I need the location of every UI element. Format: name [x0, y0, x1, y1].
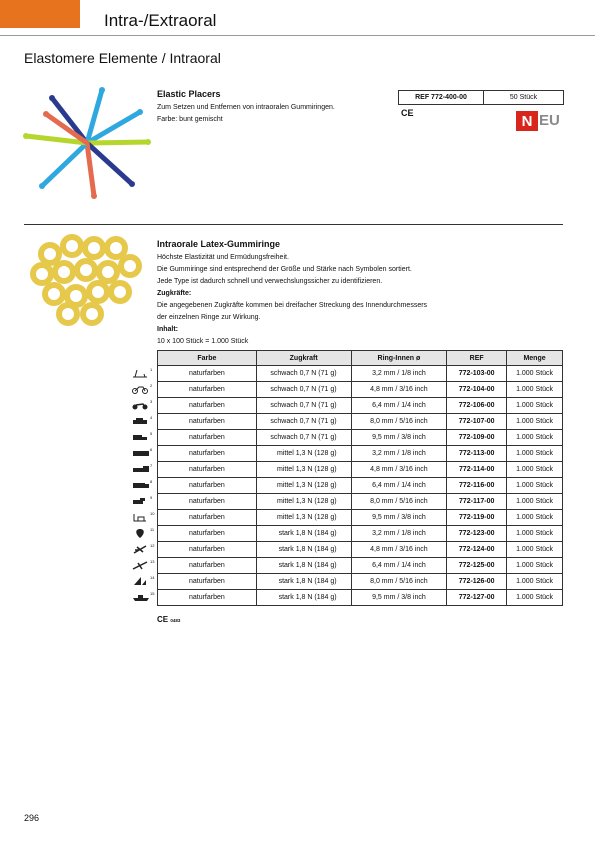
- quantity-cell: 1.000 Stück: [507, 398, 563, 414]
- ring-table: [157, 350, 563, 606]
- ring-symbol-icon: [128, 446, 156, 462]
- table-row: [158, 382, 563, 398]
- ce-mark-icon: CE: [401, 108, 414, 118]
- force-cell: mittel 1,3 N (128 g): [256, 494, 351, 510]
- force-cell: stark 1,8 N (184 g): [256, 574, 351, 590]
- symbol-column: [128, 366, 156, 606]
- color-cell: naturfarben: [158, 414, 257, 430]
- symbol-number: 5: [150, 431, 153, 436]
- column-header: Zugkraft: [256, 351, 351, 366]
- ref-cell: 772-116-00: [447, 478, 507, 494]
- symbol-number: 14: [150, 575, 155, 580]
- ring-symbol-icon: [128, 430, 156, 446]
- description-line: Die angegebenen Zugkräfte kommen bei dreifacher Streckung des Innendurchmessers: [157, 302, 428, 309]
- ring-symbol-icon: [128, 574, 156, 590]
- ref-cell: 772-124-00: [447, 542, 507, 558]
- ref-box: [398, 90, 564, 105]
- color-cell: naturfarben: [158, 542, 257, 558]
- ring-symbol-icon: [128, 366, 156, 382]
- ring-symbol-icon: [128, 510, 156, 526]
- quantity-cell: 1.000 Stück: [507, 382, 563, 398]
- ref-cell: 772-114-00: [447, 462, 507, 478]
- column-header: Farbe: [158, 351, 257, 366]
- quantity-cell: 1.000 Stück: [507, 446, 563, 462]
- color-cell: naturfarben: [158, 510, 257, 526]
- ring-symbol-icon: [128, 526, 156, 542]
- quantity-cell: 1.000 Stück: [507, 574, 563, 590]
- symbol-number: 1: [150, 367, 153, 372]
- description-line: Höchste Elastizität und Ermüdungsfreiheit.: [157, 254, 289, 261]
- color-cell: naturfarben: [158, 478, 257, 494]
- diameter-cell: 8,0 mm / 5/16 inch: [351, 494, 447, 510]
- symbol-number: 3: [150, 399, 153, 404]
- ring-symbol-icon: [128, 494, 156, 510]
- symbol-number: 8: [150, 479, 153, 484]
- color-line: Farbe: bunt gemischt: [157, 116, 223, 123]
- product-description: [157, 252, 557, 348]
- ref-quantity: 50 Stück: [509, 94, 538, 101]
- column-header: REF: [447, 351, 507, 366]
- diameter-cell: 6,4 mm / 1/4 inch: [351, 558, 447, 574]
- diameter-cell: 3,2 mm / 1/8 inch: [351, 526, 447, 542]
- description-line: Jede Type ist dadurch schnell und verwechslungssicher zu identifizieren.: [157, 278, 383, 285]
- diameter-cell: 3,2 mm / 1/8 inch: [351, 366, 447, 382]
- ref-cell: 772-106-00: [447, 398, 507, 414]
- force-cell: stark 1,8 N (184 g): [256, 542, 351, 558]
- ref-cell: 772-109-00: [447, 430, 507, 446]
- diameter-cell: 9,5 mm / 3/8 inch: [351, 590, 447, 606]
- ref-cell: 772-127-00: [447, 590, 507, 606]
- symbol-number: 2: [150, 383, 153, 388]
- header-divider: [0, 35, 595, 36]
- section-divider: [24, 224, 563, 225]
- table-row: [158, 542, 563, 558]
- color-cell: naturfarben: [158, 446, 257, 462]
- ce-certification-icon: [157, 615, 180, 624]
- section-title: Elastomere Elemente / Intraoral: [24, 50, 221, 66]
- ce-number: 0483: [170, 618, 181, 623]
- ring-symbol-icon: [128, 398, 156, 414]
- quantity-cell: 1.000 Stück: [507, 366, 563, 382]
- ref-cell: 772-123-00: [447, 526, 507, 542]
- diameter-cell: 4,8 mm / 3/16 inch: [351, 462, 447, 478]
- force-cell: stark 1,8 N (184 g): [256, 526, 351, 542]
- ref-cell: 772-103-00: [447, 366, 507, 382]
- product-title: Intraorale Latex-Gummiringe: [157, 239, 281, 249]
- ref-cell: 772-119-00: [447, 510, 507, 526]
- quantity-cell: 1.000 Stück: [507, 414, 563, 430]
- symbol-number: 13: [150, 559, 155, 564]
- table-row: [158, 526, 563, 542]
- quantity-cell: 1.000 Stück: [507, 494, 563, 510]
- symbol-number: 12: [150, 543, 155, 548]
- ref-cell: 772-113-00: [447, 446, 507, 462]
- color-cell: naturfarben: [158, 366, 257, 382]
- quantity-cell: 1.000 Stück: [507, 558, 563, 574]
- table-row: [158, 398, 563, 414]
- symbol-number: 6: [150, 447, 153, 452]
- table-row: [158, 430, 563, 446]
- ref-cell: 772-126-00: [447, 574, 507, 590]
- symbol-number: 9: [150, 495, 153, 500]
- table-row: [158, 558, 563, 574]
- symbol-number: 4: [150, 415, 153, 420]
- diameter-cell: 9,5 mm / 3/8 inch: [351, 510, 447, 526]
- diameter-cell: 8,0 mm / 5/16 inch: [351, 574, 447, 590]
- ref-cell: 772-107-00: [447, 414, 507, 430]
- table-row: [158, 574, 563, 590]
- quantity-cell: 1.000 Stück: [507, 590, 563, 606]
- force-cell: stark 1,8 N (184 g): [256, 558, 351, 574]
- ring-symbol-icon: [128, 462, 156, 478]
- diameter-cell: 6,4 mm / 1/4 inch: [351, 478, 447, 494]
- force-cell: mittel 1,3 N (128 g): [256, 510, 351, 526]
- table-row: [158, 366, 563, 382]
- force-cell: mittel 1,3 N (128 g): [256, 478, 351, 494]
- table-row: [158, 446, 563, 462]
- column-header: Menge: [507, 351, 563, 366]
- force-cell: schwach 0,7 N (71 g): [256, 430, 351, 446]
- quantity-cell: 1.000 Stück: [507, 526, 563, 542]
- force-cell: mittel 1,3 N (128 g): [256, 462, 351, 478]
- symbol-number: 15: [150, 591, 155, 596]
- table-row: [158, 510, 563, 526]
- table-row: [158, 590, 563, 606]
- new-badge-eu: EU: [539, 112, 560, 129]
- table-row: [158, 414, 563, 430]
- ring-symbol-icon: [128, 590, 156, 606]
- diameter-cell: 6,4 mm / 1/4 inch: [351, 398, 447, 414]
- color-cell: naturfarben: [158, 558, 257, 574]
- latex-rings-image: [30, 234, 145, 326]
- table-row: [158, 494, 563, 510]
- diameter-cell: 3,2 mm / 1/8 inch: [351, 446, 447, 462]
- ref-cell: 772-117-00: [447, 494, 507, 510]
- table-row: [158, 462, 563, 478]
- inhalt-value: 10 x 100 Stück = 1.000 Stück: [157, 338, 249, 345]
- chapter-title: Intra-/Extraoral: [104, 11, 217, 30]
- elastic-placers-image: [22, 84, 152, 202]
- description-line: der einzelnen Ringe zur Wirkung.: [157, 314, 261, 321]
- ring-symbol-icon: [128, 542, 156, 558]
- force-cell: stark 1,8 N (184 g): [256, 590, 351, 606]
- ring-symbol-icon: [128, 558, 156, 574]
- product-description: [157, 102, 387, 126]
- new-badge-n: N: [516, 111, 538, 131]
- table-header-row: [158, 351, 563, 366]
- symbol-number: 11: [150, 527, 155, 532]
- description-line: Die Gummiringe sind entsprechend der Größe und Stärke nach Symbolen sortiert.: [157, 266, 412, 273]
- ring-symbol-icon: [128, 478, 156, 494]
- diameter-cell: 8,0 mm / 5/16 inch: [351, 414, 447, 430]
- color-cell: naturfarben: [158, 574, 257, 590]
- description-line: Zum Setzen und Entfernen von intraoralen Gummiringen.: [157, 104, 335, 111]
- zugkraefte-label: Zugkräfte:: [157, 290, 192, 297]
- quantity-cell: 1.000 Stück: [507, 462, 563, 478]
- quantity-cell: 1.000 Stück: [507, 542, 563, 558]
- color-cell: naturfarben: [158, 398, 257, 414]
- ref-cell: 772-125-00: [447, 558, 507, 574]
- force-cell: schwach 0,7 N (71 g): [256, 414, 351, 430]
- color-cell: naturfarben: [158, 494, 257, 510]
- ce-letters: CE: [157, 615, 169, 624]
- ref-number: REF 772-400-00: [399, 91, 484, 104]
- product-title: Elastic Placers: [157, 89, 221, 99]
- force-cell: schwach 0,7 N (71 g): [256, 382, 351, 398]
- diameter-cell: 4,8 mm / 3/16 inch: [351, 382, 447, 398]
- color-cell: naturfarben: [158, 526, 257, 542]
- ring-symbol-icon: [128, 382, 156, 398]
- quantity-cell: 1.000 Stück: [507, 430, 563, 446]
- page-number: 296: [24, 813, 40, 823]
- column-header: Ring-Innen ø: [351, 351, 447, 366]
- inhalt-label: Inhalt:: [157, 326, 178, 333]
- ring-symbol-icon: [128, 414, 156, 430]
- new-badge: [516, 111, 562, 131]
- quantity-cell: 1.000 Stück: [507, 478, 563, 494]
- color-cell: naturfarben: [158, 590, 257, 606]
- force-cell: schwach 0,7 N (71 g): [256, 398, 351, 414]
- table-row: [158, 478, 563, 494]
- diameter-cell: 9,5 mm / 3/8 inch: [351, 430, 447, 446]
- symbol-number: 7: [150, 463, 153, 468]
- color-cell: naturfarben: [158, 462, 257, 478]
- color-cell: naturfarben: [158, 382, 257, 398]
- force-cell: schwach 0,7 N (71 g): [256, 366, 351, 382]
- color-cell: naturfarben: [158, 430, 257, 446]
- quantity-cell: 1.000 Stück: [507, 510, 563, 526]
- diameter-cell: 4,8 mm / 3/16 inch: [351, 542, 447, 558]
- force-cell: mittel 1,3 N (128 g): [256, 446, 351, 462]
- ref-cell: 772-104-00: [447, 382, 507, 398]
- chapter-tab: [0, 0, 80, 28]
- symbol-number: 10: [150, 511, 155, 516]
